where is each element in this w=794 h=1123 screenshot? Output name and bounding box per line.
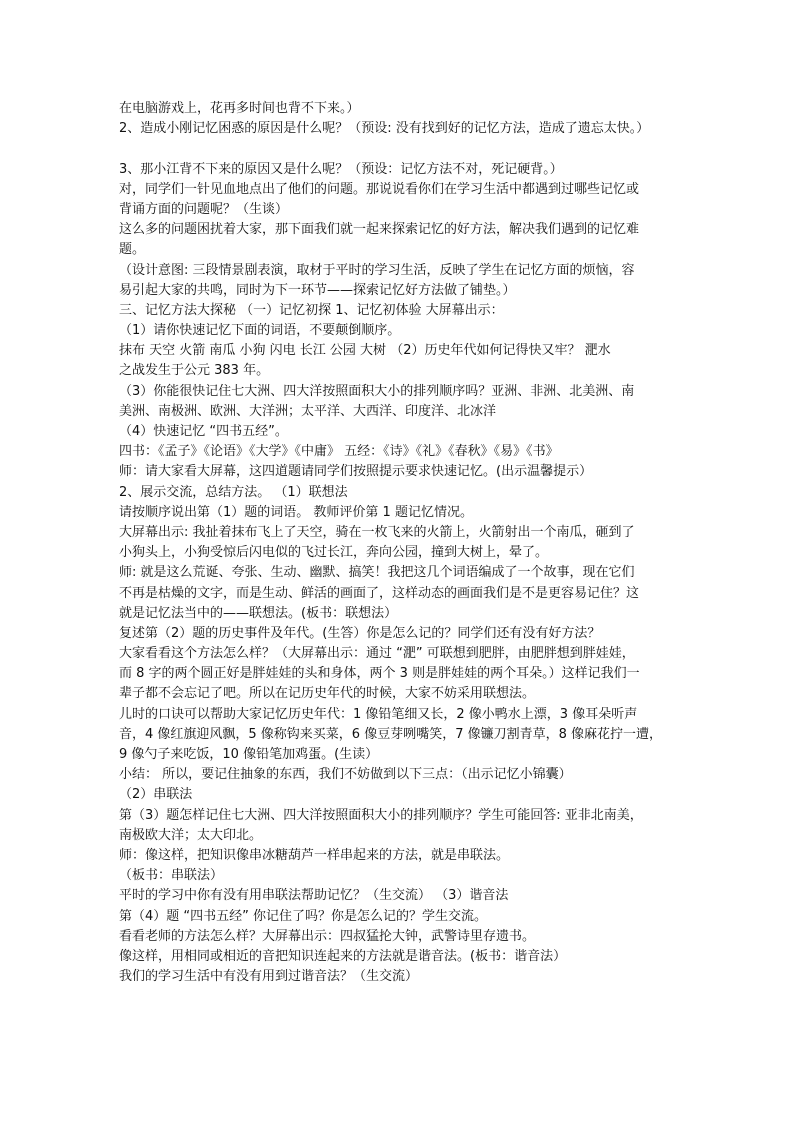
text-line: 平时的学习中你有没有用串联法帮助记忆？（生交流） （3）谐音法 (119, 888, 509, 904)
text-line: 9 像勺子来吃饭，10 像铅笔加鸡蛋。(生读） (119, 747, 379, 762)
text-line: 音，4 像红旗迎风飘，5 像称钩来买菜，6 像豆芽咧嘴笑，7 像镰刀割青草，8 像麻花拧一遭， (119, 726, 663, 742)
text-line: 儿时的口诀可以帮助大家记忆历史年代：1 像铅笔细又长，2 像小鸭水上漂，3 像耳朵听声 (119, 706, 638, 722)
section-heading: 三、记忆方法大探秘 （一）记忆初探 1、记忆初体验 大屏幕出示： (119, 302, 504, 318)
document-page (119, 99, 699, 987)
text-line: 第（4）题 “四书五经” 你记住了吗？你是怎么记的？学生交流。 (119, 908, 488, 924)
text-line: 小结： 所以，要记住抽象的东西，我们不妨做到以下三点：（出示记忆小锦囊） (119, 767, 572, 783)
text-line: 而 8 字的两个圆正好是胖娃娃的头和身体，两个 3 则是胖娃娃的两个耳朵。）这样记我们一 (119, 666, 640, 682)
text-line: 师：请大家看大屏幕，这四道题请同学们按照提示要求快速记忆。(出示温馨提示） (119, 464, 593, 480)
text-line: 对，同学们一针见血地点出了他们的问题。那说说看你们在学习生活中都遇到过哪些记忆或 (119, 181, 640, 197)
text-line: 美洲、南极洲、欧洲、大洋洲；太平洋、大西洋、印度洋、北冰洋 (119, 403, 497, 419)
blank-line (119, 139, 699, 159)
text-line: 题。 (119, 242, 146, 258)
text-line: 第（3）题怎样记住七大洲、四大洋按照面积大小的排列顺序？学生可能回答: 亚非北南美， (119, 807, 643, 823)
text-line: 我们的学习生活中有没有用到过谐音法？（生交流） (119, 969, 419, 985)
text-line: 看看老师的方法怎么样？大屏幕出示：四叔猛抡大钟，武警诗里存遗书。 (119, 928, 536, 944)
text-line: 小狗头上，小狗受惊后闪电似的飞过长江，奔向公园，撞到大树上，晕了。 (119, 545, 549, 561)
text-line: （2）串联法 (119, 787, 193, 803)
text-line: 这么多的问题困扰着大家，那下面我们就一起来探索记忆的好方法，解决我们遇到的记忆难 (119, 222, 640, 238)
text-line: 之战发生于公元 383 年。 (119, 363, 270, 379)
text-line: （1）请你快速记忆下面的词语，不要颠倒顺序。 (119, 323, 401, 339)
text-line: 师：像这样，把知识像串冰糖葫芦一样串起来的方法，就是串联法。 (119, 847, 510, 863)
text-line: （4）快速记忆 “四书五经”。 (119, 424, 288, 439)
text-line: 背诵方面的问题呢？（生谈） (119, 201, 289, 217)
text-line: 3、那小江背不下来的原因又是什么呢？（预设：记忆方法不对，死记硬背。） (119, 161, 563, 177)
text-line: 抹布 天空 火箭 南瓜 小狗 闪电 长江 公园 大树 （2）历史年代如何记得快又牢？ 淝水 (119, 343, 611, 359)
text-line: （3）你能很快记住七大洲、四大洋按照面积大小的排列顺序吗？亚洲、非洲、北美洲、南 (119, 383, 635, 399)
text-line: 2、展示交流，总结方法。 （1）联想法 (119, 484, 348, 500)
text-line: （设计意图: 三段情景剧表演，取材于平时的学习生活，反映了学生在记忆方面的烦恼，容 (119, 262, 635, 278)
text-line: 四书：《孟子》《论语》《大学》《中庸》 五经：《诗》《礼》《春秋》《易》《书》 (119, 444, 559, 460)
text-line: 辈子都不会忘记了吧。所以在记历史年代的时候，大家不妨采用联想法。 (119, 686, 536, 702)
text-line: 易引起大家的共鸣，同时为下一环节——探索记忆好方法做了铺垫。） (119, 282, 516, 298)
text-line: 不再是枯燥的文字，而是生动、鲜活的画面了，这样动态的画面我们是不是更容易记住？这 (119, 585, 640, 601)
text-line: 在电脑游戏上，花再多时间也背不下来。） (119, 101, 360, 116)
text-line: 大家看看这个方法怎么样？（大屏幕出示：通过 “淝” 可联想到肥胖，由肥胖想到胖娃娃， (119, 646, 635, 662)
text-line: 南极欧大洋；太大印北。 (119, 827, 263, 843)
text-line: 像这样，用相同或相近的音把知识连起来的方法就是谐音法。(板书：谐音法） (119, 948, 567, 964)
text-line: 师: 就是这么荒诞、夸张、生动、幽默、搞笑！我把这几个词语编成了一个故事，现在它们 (119, 565, 635, 581)
text-line: 就是记忆法当中的——联想法。(板书：联想法） (119, 605, 398, 621)
text-line: 大屏幕出示: 我扯着抹布飞上了天空，骑在一枚飞来的火箭上，火箭射出一个南瓜，砸到了 (119, 524, 635, 540)
text-line: （板书：串联法） (119, 868, 224, 884)
text-line: 请按顺序说出第（1）题的词语。 教师评价第 1 题记忆情况。 (119, 504, 473, 520)
text-line: 复述第（2）题的历史事件及年代。(生答）你是怎么记的？同学们还有没有好方法？ (119, 625, 601, 641)
text-line: 2、造成小刚记忆困惑的原因是什么呢？（预设: 没有找到好的记忆方法，造成了遗忘太快。） (119, 121, 650, 137)
